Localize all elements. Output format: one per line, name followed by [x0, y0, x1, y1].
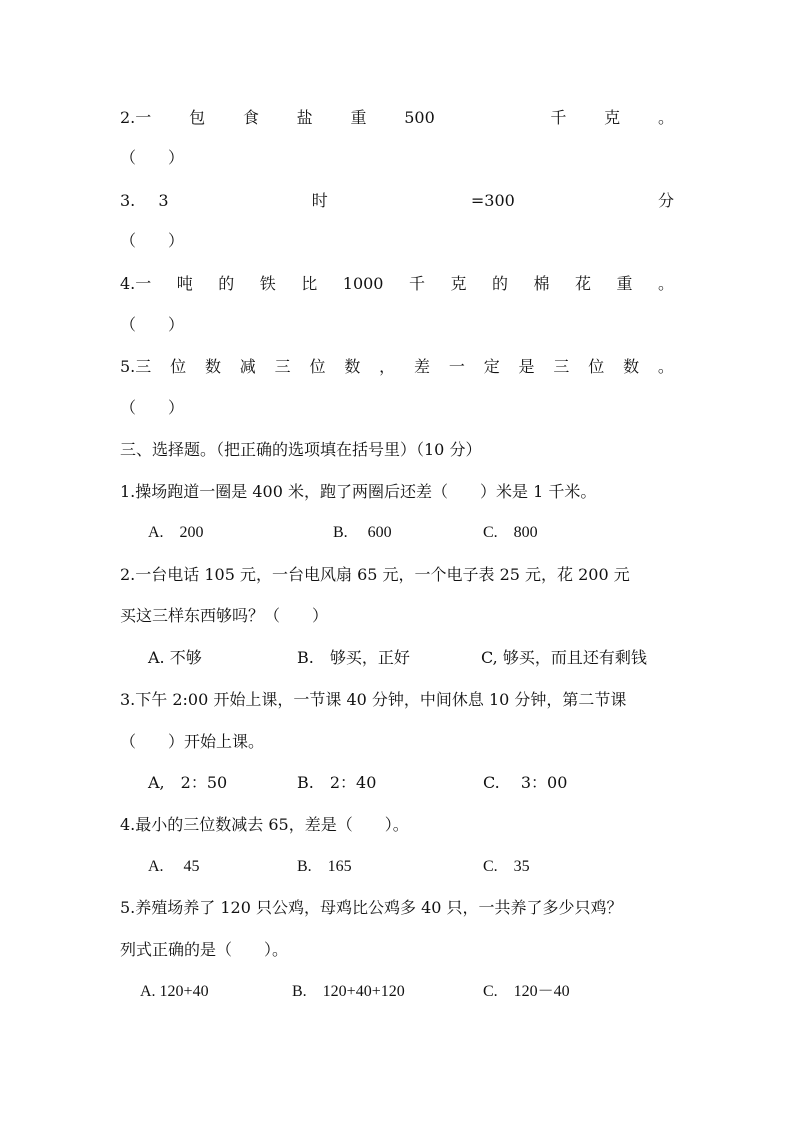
judge-item-5	[120, 355, 674, 379]
judge-5-token: 三	[274, 357, 291, 376]
judge-4-token: 花	[574, 274, 591, 293]
question-4-option-b[interactable]: B. 165	[297, 858, 352, 875]
question-5-text-line-2: 列式正确的是（ ）。	[120, 940, 289, 959]
judge-5-token: 是	[518, 357, 535, 376]
question-4-text: 4.最小的三位数减去 65，差是（ ）。	[120, 815, 409, 834]
judge-4-token: 吨	[176, 274, 193, 293]
judge-2-token: 盐	[296, 108, 313, 127]
judge-3-token: =300	[470, 191, 515, 210]
judge-4-token: 克	[450, 274, 467, 293]
judge-4-token: 4.一	[120, 274, 152, 293]
judge-5-token: 数	[204, 357, 221, 376]
judge-item-2	[120, 106, 674, 130]
judge-3-token: 3	[158, 191, 169, 210]
judge-2-token: 食	[242, 108, 259, 127]
question-3-option-a[interactable]: A, 2：50	[148, 773, 228, 792]
question-2-option-c[interactable]: C, 够买，而且还有剩钱	[481, 648, 647, 667]
question-3-option-c[interactable]: C. 3：00	[483, 773, 568, 792]
question-5-text-line-1: 5.养殖场养了 120 只公鸡，母鸡比公鸡多 40 只，一共养了多少只鸡？	[120, 898, 623, 917]
judge-4-token: 千	[408, 274, 425, 293]
question-1-option-b[interactable]: B. 600	[333, 524, 392, 541]
judge-2-token: 千	[550, 108, 567, 127]
judge-3-answer-paren[interactable]: （ ）	[120, 231, 185, 250]
question-5-option-c[interactable]: C. 120－40	[483, 983, 570, 1000]
judge-2-token: 。	[657, 108, 674, 127]
question-5-option-a[interactable]: A. 120+40	[140, 983, 209, 1000]
question-3-text-line-2: （ ）开始上课。	[120, 732, 265, 751]
judge-5-token: 三	[553, 357, 570, 376]
judge-5-token: 定	[483, 357, 500, 376]
question-2-option-a[interactable]: A. 不够	[148, 648, 202, 667]
judge-4-token: 的	[218, 274, 235, 293]
section-3-heading: 三、选择题。（把正确的选项填在括号里）（10 分）	[120, 440, 482, 459]
question-1-option-c[interactable]: C. 800	[483, 524, 538, 541]
judge-5-token: 位	[170, 357, 187, 376]
judge-4-token: 的	[491, 274, 508, 293]
judge-4-answer-paren[interactable]: （ ）	[120, 315, 185, 334]
judge-2-gap	[473, 106, 513, 130]
judge-4-token: 铁	[259, 274, 276, 293]
judge-2-token: 重	[350, 108, 367, 127]
judge-5-token: 差	[414, 357, 431, 376]
judge-2-token: 克	[604, 108, 621, 127]
question-1-text: 1.操场跑道一圈是 400 米，跑了两圈后还差（ ）米是 1 千米。	[120, 482, 597, 501]
judge-5-token: ，	[379, 357, 396, 376]
judge-4-token: 比	[301, 274, 318, 293]
judge-5-answer-paren[interactable]: （ ）	[120, 398, 185, 417]
judge-4-token: 重	[616, 274, 633, 293]
question-2-text-line-1: 2.一台电话 105 元，一台电风扇 65 元，一个电子表 25 元，花 200 元	[120, 565, 630, 584]
judge-3-token: 分	[657, 191, 674, 210]
judge-5-token: 数	[623, 357, 640, 376]
judge-4-token: 1000	[342, 274, 384, 293]
judge-5-token: 位	[309, 357, 326, 376]
judge-4-token: 。	[657, 274, 674, 293]
judge-4-token: 棉	[533, 274, 550, 293]
judge-2-token: 包	[189, 108, 206, 127]
judge-5-token: 。	[657, 357, 674, 376]
judge-2-token: 2.一	[120, 108, 152, 127]
question-4-option-c[interactable]: C. 35	[483, 858, 530, 875]
question-3-text-line-1: 3.下午 2:00 开始上课，一节课 40 分钟，中间休息 10 分钟，第二节课	[120, 690, 627, 709]
question-1-option-a[interactable]: A. 200	[148, 524, 204, 541]
question-4-option-a[interactable]: A. 45	[148, 858, 200, 875]
judge-item-4	[120, 272, 674, 296]
question-2-option-b[interactable]: B. 够买，正好	[297, 648, 410, 667]
judge-3-token: 时	[311, 191, 328, 210]
judge-5-token: 位	[588, 357, 605, 376]
judge-5-token: 数	[344, 357, 361, 376]
question-3-option-b[interactable]: B. 2：40	[297, 773, 377, 792]
question-5-option-b[interactable]: B. 120+40+120	[292, 983, 405, 1000]
judge-5-token: 减	[239, 357, 256, 376]
question-2-text-line-2: 买这三样东西够吗？（ ）	[120, 606, 329, 625]
judge-2-answer-paren[interactable]: （ ）	[120, 148, 185, 167]
judge-2-token: 500	[404, 108, 435, 127]
judge-5-token: 5.三	[120, 357, 152, 376]
judge-5-token: 一	[448, 357, 465, 376]
judge-item-3	[120, 189, 674, 213]
judge-3-token: 3.	[120, 191, 136, 210]
